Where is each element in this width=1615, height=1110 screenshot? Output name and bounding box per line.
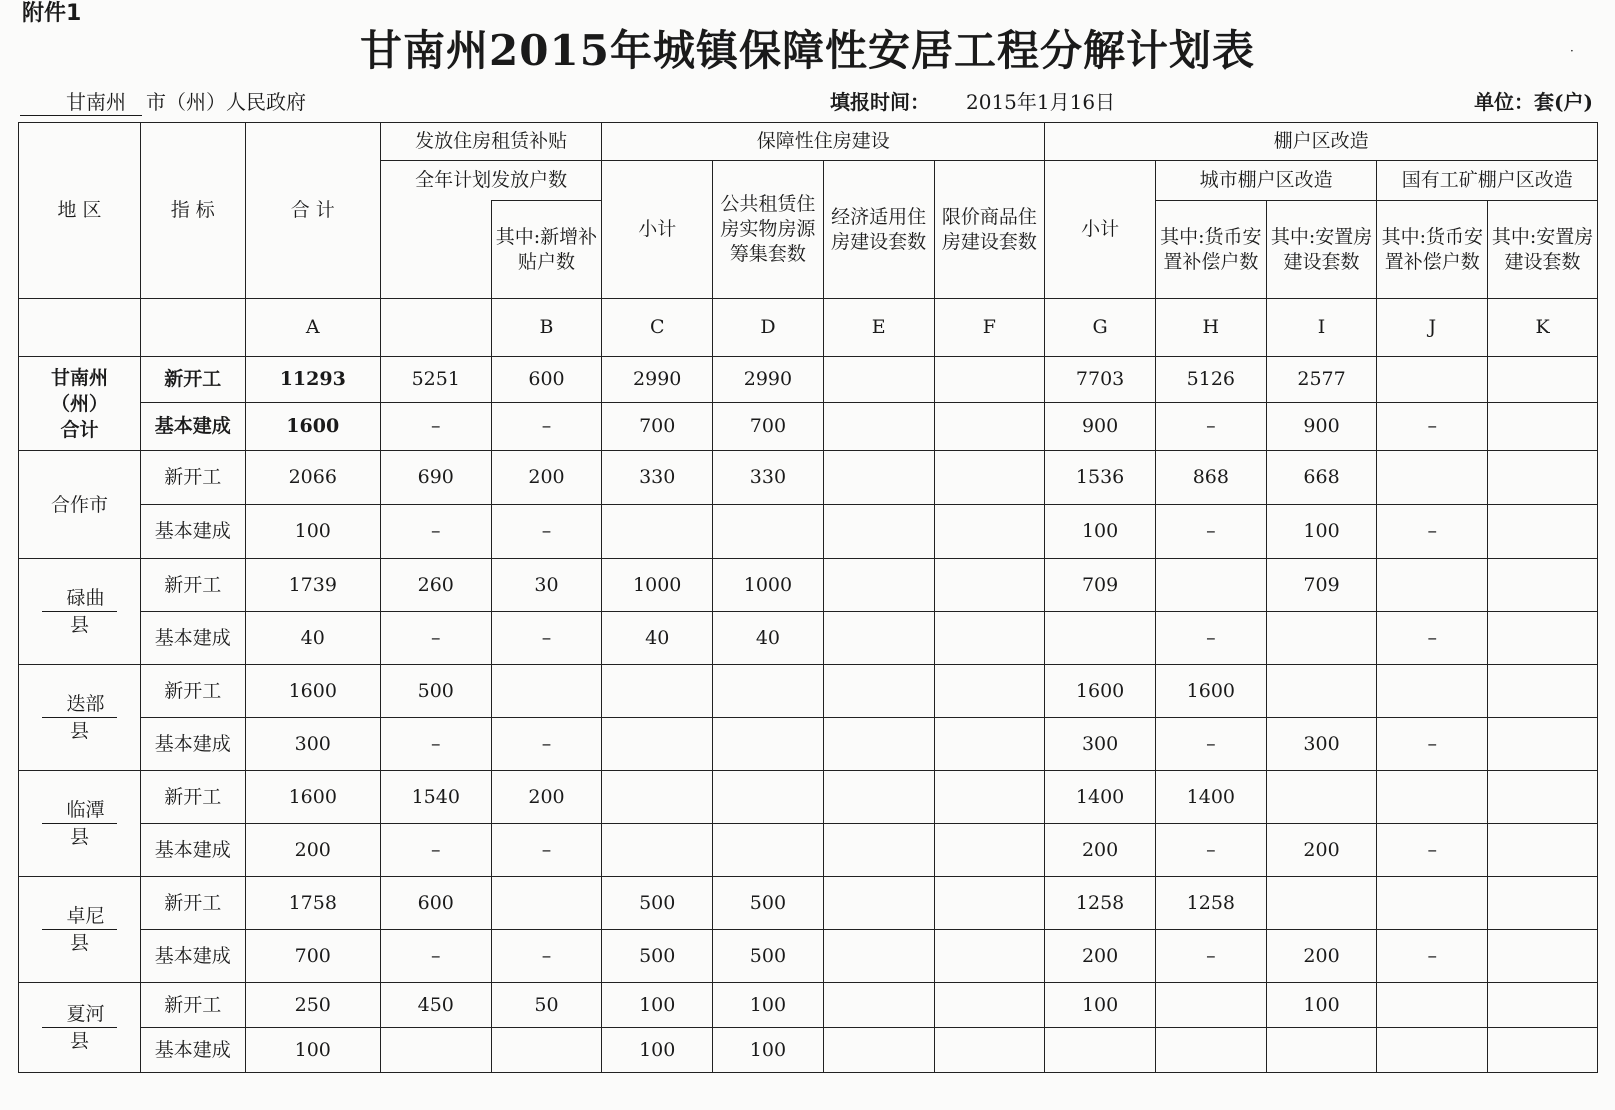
indicator-cell: 新开工 — [141, 771, 246, 824]
value-cell-f — [934, 718, 1045, 771]
table-row — [19, 559, 1598, 612]
value-cell-c: 330 — [602, 451, 713, 505]
value-cell-j — [1377, 665, 1488, 718]
value-cell-g: 1258 — [1045, 877, 1156, 930]
value-cell-g: 1400 — [1045, 771, 1156, 824]
header-price-limited: 限价商品住房建设套数 — [934, 161, 1045, 299]
region-cell — [19, 357, 141, 451]
value-cell-c: 500 — [602, 877, 713, 930]
letter-cell: B — [491, 299, 602, 357]
value-cell-a: 2066 — [245, 451, 380, 505]
letter-cell: J — [1377, 299, 1488, 357]
table-row — [19, 505, 1598, 559]
value-cell-h: – — [1155, 718, 1266, 771]
value-cell-b: 600 — [491, 357, 602, 403]
value-cell-k — [1488, 718, 1598, 771]
value-cell-k — [1488, 559, 1598, 612]
indicator-cell: 新开工 — [141, 451, 246, 505]
table-row — [19, 665, 1598, 718]
value-cell-h: 1258 — [1155, 877, 1266, 930]
value-cell-c: 100 — [602, 983, 713, 1028]
value-cell-d — [713, 665, 824, 718]
value-cell-f — [934, 612, 1045, 665]
table-row — [19, 357, 1598, 403]
value-cell-c: 2990 — [602, 357, 713, 403]
government-name: 甘南州 — [20, 86, 142, 116]
value-cell-plan: 690 — [380, 451, 491, 505]
value-cell-f — [934, 357, 1045, 403]
value-cell-c: 100 — [602, 1028, 713, 1073]
value-cell-j — [1377, 1028, 1488, 1073]
value-cell-f — [934, 559, 1045, 612]
page-title: 甘南州2015年城镇保障性安居工程分解计划表 — [360, 26, 1255, 75]
indicator-cell: 新开工 — [141, 559, 246, 612]
value-cell-e — [823, 451, 934, 505]
value-cell-e — [823, 665, 934, 718]
value-cell-d — [713, 771, 824, 824]
value-cell-d: 100 — [713, 983, 824, 1028]
value-cell-g: 100 — [1045, 505, 1156, 559]
value-cell-k — [1488, 403, 1598, 451]
value-cell-a: 100 — [245, 505, 380, 559]
value-cell-plan: – — [380, 505, 491, 559]
value-cell-a: 1600 — [245, 771, 380, 824]
value-cell-k — [1488, 505, 1598, 559]
value-cell-h — [1155, 1028, 1266, 1073]
value-cell-a: 200 — [245, 824, 380, 877]
header-region: 地 区 — [19, 123, 141, 299]
value-cell-plan: – — [380, 930, 491, 983]
table-row — [19, 612, 1598, 665]
value-cell-h: 1600 — [1155, 665, 1266, 718]
table-row — [19, 824, 1598, 877]
value-cell-b: – — [491, 824, 602, 877]
value-cell-i: 100 — [1266, 983, 1377, 1028]
value-cell-d: 1000 — [713, 559, 824, 612]
value-cell-k — [1488, 1028, 1598, 1073]
value-cell-e — [823, 612, 934, 665]
value-cell-b: 200 — [491, 771, 602, 824]
government-line — [20, 86, 306, 116]
header-housing-subtotal: 小计 — [602, 161, 713, 299]
value-cell-f — [934, 771, 1045, 824]
value-cell-plan: – — [380, 612, 491, 665]
fill-time — [830, 86, 1115, 115]
indicator-cell: 基本建成 — [141, 1028, 246, 1073]
value-cell-c — [602, 771, 713, 824]
region-suffix: 县 — [69, 932, 89, 954]
header-city-shanty: 城市棚户区改造 — [1155, 161, 1376, 201]
indicator-cell: 基本建成 — [141, 505, 246, 559]
table-row — [19, 1028, 1598, 1073]
value-cell-g: 7703 — [1045, 357, 1156, 403]
value-cell-c: 500 — [602, 930, 713, 983]
value-cell-b — [491, 1028, 602, 1073]
indicator-cell: 基本建成 — [141, 718, 246, 771]
value-cell-b: 50 — [491, 983, 602, 1028]
letter-cell: D — [713, 299, 824, 357]
letter-cell: A — [245, 299, 380, 357]
value-cell-b: – — [491, 505, 602, 559]
value-cell-plan — [380, 1028, 491, 1073]
value-cell-f — [934, 451, 1045, 505]
letter-cell: F — [934, 299, 1045, 357]
indicator-cell: 新开工 — [141, 665, 246, 718]
value-cell-e — [823, 930, 934, 983]
value-cell-j: – — [1377, 824, 1488, 877]
fill-time-value: 2015年1月16日 — [966, 90, 1116, 114]
value-cell-h: 868 — [1155, 451, 1266, 505]
value-cell-f — [934, 824, 1045, 877]
value-cell-d: 500 — [713, 930, 824, 983]
value-cell-e — [823, 403, 934, 451]
value-cell-e — [823, 877, 934, 930]
value-cell-d: 330 — [713, 451, 824, 505]
value-cell-e — [823, 505, 934, 559]
header-mine-cash: 其中:货币安置补偿户数 — [1377, 201, 1488, 299]
value-cell-d: 100 — [713, 1028, 824, 1073]
letter-cell: K — [1488, 299, 1598, 357]
table-row — [19, 403, 1598, 451]
value-cell-b — [491, 665, 602, 718]
value-cell-f — [934, 1028, 1045, 1073]
table-row — [19, 877, 1598, 930]
table-row — [19, 771, 1598, 824]
value-cell-d — [713, 718, 824, 771]
unit-label: 单位：套(户) — [1474, 90, 1593, 114]
value-cell-i — [1266, 612, 1377, 665]
value-cell-plan: 260 — [380, 559, 491, 612]
header-new-subsidy: 其中:新增补贴户数 — [491, 201, 602, 299]
header-annual-plan: 全年计划发放户数 — [380, 161, 601, 201]
value-cell-c — [602, 665, 713, 718]
region-suffix: 县 — [69, 720, 89, 742]
indicator-cell: 基本建成 — [141, 612, 246, 665]
value-cell-j — [1377, 451, 1488, 505]
value-cell-h: 1400 — [1155, 771, 1266, 824]
value-cell-i: 900 — [1266, 403, 1377, 451]
value-cell-d: 2990 — [713, 357, 824, 403]
header-city-cash: 其中:货币安置补偿户数 — [1155, 201, 1266, 299]
letter-cell — [380, 299, 491, 357]
value-cell-e — [823, 983, 934, 1028]
value-cell-j: – — [1377, 612, 1488, 665]
letter-cell: E — [823, 299, 934, 357]
value-cell-k — [1488, 824, 1598, 877]
value-cell-e — [823, 1028, 934, 1073]
value-cell-c — [602, 824, 713, 877]
value-cell-k — [1488, 612, 1598, 665]
value-cell-g: 1600 — [1045, 665, 1156, 718]
value-cell-f — [934, 665, 1045, 718]
value-cell-i: 2577 — [1266, 357, 1377, 403]
value-cell-g — [1045, 1028, 1156, 1073]
region-cell — [19, 665, 141, 771]
fill-time-label: 填报时间： — [830, 90, 930, 114]
header-total: 合 计 — [245, 123, 380, 299]
value-cell-plan: 1540 — [380, 771, 491, 824]
value-cell-plan: 450 — [380, 983, 491, 1028]
value-cell-a: 250 — [245, 983, 380, 1028]
value-cell-c: 700 — [602, 403, 713, 451]
value-cell-h — [1155, 559, 1266, 612]
value-cell-k — [1488, 983, 1598, 1028]
region-suffix: 县 — [69, 826, 89, 848]
value-cell-b: – — [491, 612, 602, 665]
value-cell-g: 200 — [1045, 930, 1156, 983]
indicator-cell: 基本建成 — [141, 403, 246, 451]
indicator-cell: 新开工 — [141, 877, 246, 930]
value-cell-d: 700 — [713, 403, 824, 451]
value-cell-k — [1488, 877, 1598, 930]
header-rent-subsidy: 发放住房租赁补贴 — [380, 123, 601, 161]
value-cell-k — [1488, 451, 1598, 505]
value-cell-f — [934, 983, 1045, 1028]
header-shanty: 棚户区改造 — [1045, 123, 1598, 161]
value-cell-j: – — [1377, 403, 1488, 451]
value-cell-k — [1488, 357, 1598, 403]
value-cell-k — [1488, 665, 1598, 718]
value-cell-h: – — [1155, 824, 1266, 877]
value-cell-d — [713, 505, 824, 559]
government-suffix: 市（州）人民政府 — [146, 90, 306, 114]
header-mine-shanty: 国有工矿棚户区改造 — [1377, 161, 1598, 201]
plan-table — [18, 122, 1598, 1073]
table-row — [19, 930, 1598, 983]
value-cell-c: 1000 — [602, 559, 713, 612]
value-cell-c — [602, 718, 713, 771]
region-cell — [19, 451, 141, 559]
value-cell-f — [934, 505, 1045, 559]
table-row — [19, 983, 1598, 1028]
value-cell-j: – — [1377, 718, 1488, 771]
value-cell-i: 100 — [1266, 505, 1377, 559]
value-cell-a: 700 — [245, 930, 380, 983]
table-row — [19, 451, 1598, 505]
region-cell — [19, 877, 141, 983]
value-cell-b: – — [491, 930, 602, 983]
letter-cell: I — [1266, 299, 1377, 357]
region-cell — [19, 559, 141, 665]
value-cell-g: 300 — [1045, 718, 1156, 771]
value-cell-b: – — [491, 403, 602, 451]
region-name-line: （州） — [50, 392, 108, 415]
letter-row — [19, 299, 1598, 357]
value-cell-f — [934, 930, 1045, 983]
value-cell-plan: – — [380, 718, 491, 771]
value-cell-h — [1155, 983, 1266, 1028]
value-cell-g: 100 — [1045, 983, 1156, 1028]
region-name: 夏河 — [42, 1001, 116, 1028]
value-cell-h: – — [1155, 930, 1266, 983]
region-suffix: 县 — [69, 1030, 89, 1052]
region-cell — [19, 983, 141, 1073]
region-suffix: 县 — [69, 614, 89, 636]
value-cell-d: 500 — [713, 877, 824, 930]
value-cell-g: 200 — [1045, 824, 1156, 877]
value-cell-g: 709 — [1045, 559, 1156, 612]
attachment-label: 附件1 — [22, 1, 82, 26]
indicator-cell: 新开工 — [141, 983, 246, 1028]
value-cell-a: 1600 — [245, 665, 380, 718]
value-cell-b: 200 — [491, 451, 602, 505]
value-cell-a: 1739 — [245, 559, 380, 612]
value-cell-a: 40 — [245, 612, 380, 665]
value-cell-j — [1377, 357, 1488, 403]
header-public-rental: 公共租赁住房实物房源筹集套数 — [713, 161, 824, 299]
value-cell-k — [1488, 930, 1598, 983]
value-cell-i — [1266, 665, 1377, 718]
letter-cell — [19, 299, 141, 357]
value-cell-i — [1266, 877, 1377, 930]
value-cell-plan: 5251 — [380, 357, 491, 403]
value-cell-b: – — [491, 718, 602, 771]
value-cell-h: 5126 — [1155, 357, 1266, 403]
value-cell-h: – — [1155, 403, 1266, 451]
value-cell-d: 40 — [713, 612, 824, 665]
header-affordable: 经济适用住房建设套数 — [823, 161, 934, 299]
header-annual-plan-blank — [380, 201, 491, 299]
value-cell-e — [823, 771, 934, 824]
table-row — [19, 718, 1598, 771]
value-cell-g: 900 — [1045, 403, 1156, 451]
region-name-line: 合计 — [60, 418, 99, 441]
header-city-resettle: 其中:安置房建设套数 — [1266, 201, 1377, 299]
value-cell-j — [1377, 877, 1488, 930]
value-cell-plan: – — [380, 824, 491, 877]
value-cell-e — [823, 357, 934, 403]
value-cell-plan: – — [380, 403, 491, 451]
value-cell-i: 300 — [1266, 718, 1377, 771]
region-cell — [19, 771, 141, 877]
scan-mark: · — [1570, 44, 1574, 58]
indicator-cell: 新开工 — [141, 357, 246, 403]
value-cell-b: 30 — [491, 559, 602, 612]
value-cell-i: 200 — [1266, 930, 1377, 983]
value-cell-i: 709 — [1266, 559, 1377, 612]
value-cell-e — [823, 559, 934, 612]
region-name: 合作市 — [50, 493, 108, 516]
value-cell-a: 1758 — [245, 877, 380, 930]
value-cell-c: 40 — [602, 612, 713, 665]
header-indicator: 指 标 — [141, 123, 246, 299]
region-name-line: 甘南州 — [50, 366, 108, 389]
value-cell-k — [1488, 771, 1598, 824]
letter-cell — [141, 299, 246, 357]
value-cell-e — [823, 718, 934, 771]
value-cell-a: 1600 — [245, 403, 380, 451]
value-cell-d — [713, 824, 824, 877]
indicator-cell: 基本建成 — [141, 930, 246, 983]
value-cell-j: – — [1377, 930, 1488, 983]
value-cell-f — [934, 403, 1045, 451]
value-cell-b — [491, 877, 602, 930]
value-cell-plan: 500 — [380, 665, 491, 718]
value-cell-plan: 600 — [380, 877, 491, 930]
region-name: 卓尼 — [42, 903, 116, 930]
value-cell-i: 200 — [1266, 824, 1377, 877]
value-cell-e — [823, 824, 934, 877]
value-cell-i — [1266, 771, 1377, 824]
value-cell-j: – — [1377, 505, 1488, 559]
value-cell-f — [934, 877, 1045, 930]
value-cell-a: 300 — [245, 718, 380, 771]
header-mine-resettle: 其中:安置房建设套数 — [1488, 201, 1598, 299]
value-cell-c — [602, 505, 713, 559]
value-cell-g: 1536 — [1045, 451, 1156, 505]
header-housing: 保障性住房建设 — [602, 123, 1045, 161]
region-name: 碌曲 — [42, 585, 116, 612]
value-cell-a: 11293 — [245, 357, 380, 403]
value-cell-h: – — [1155, 505, 1266, 559]
value-cell-a: 100 — [245, 1028, 380, 1073]
region-name: 临潭 — [42, 797, 116, 824]
letter-cell: C — [602, 299, 713, 357]
letter-cell: H — [1155, 299, 1266, 357]
value-cell-g — [1045, 612, 1156, 665]
indicator-cell: 基本建成 — [141, 824, 246, 877]
header-shanty-subtotal: 小计 — [1045, 161, 1156, 299]
value-cell-j — [1377, 559, 1488, 612]
letter-cell: G — [1045, 299, 1156, 357]
value-cell-h: – — [1155, 612, 1266, 665]
value-cell-j — [1377, 771, 1488, 824]
region-name: 迭部 — [42, 691, 116, 718]
value-cell-i: 668 — [1266, 451, 1377, 505]
value-cell-j — [1377, 983, 1488, 1028]
value-cell-i — [1266, 1028, 1377, 1073]
